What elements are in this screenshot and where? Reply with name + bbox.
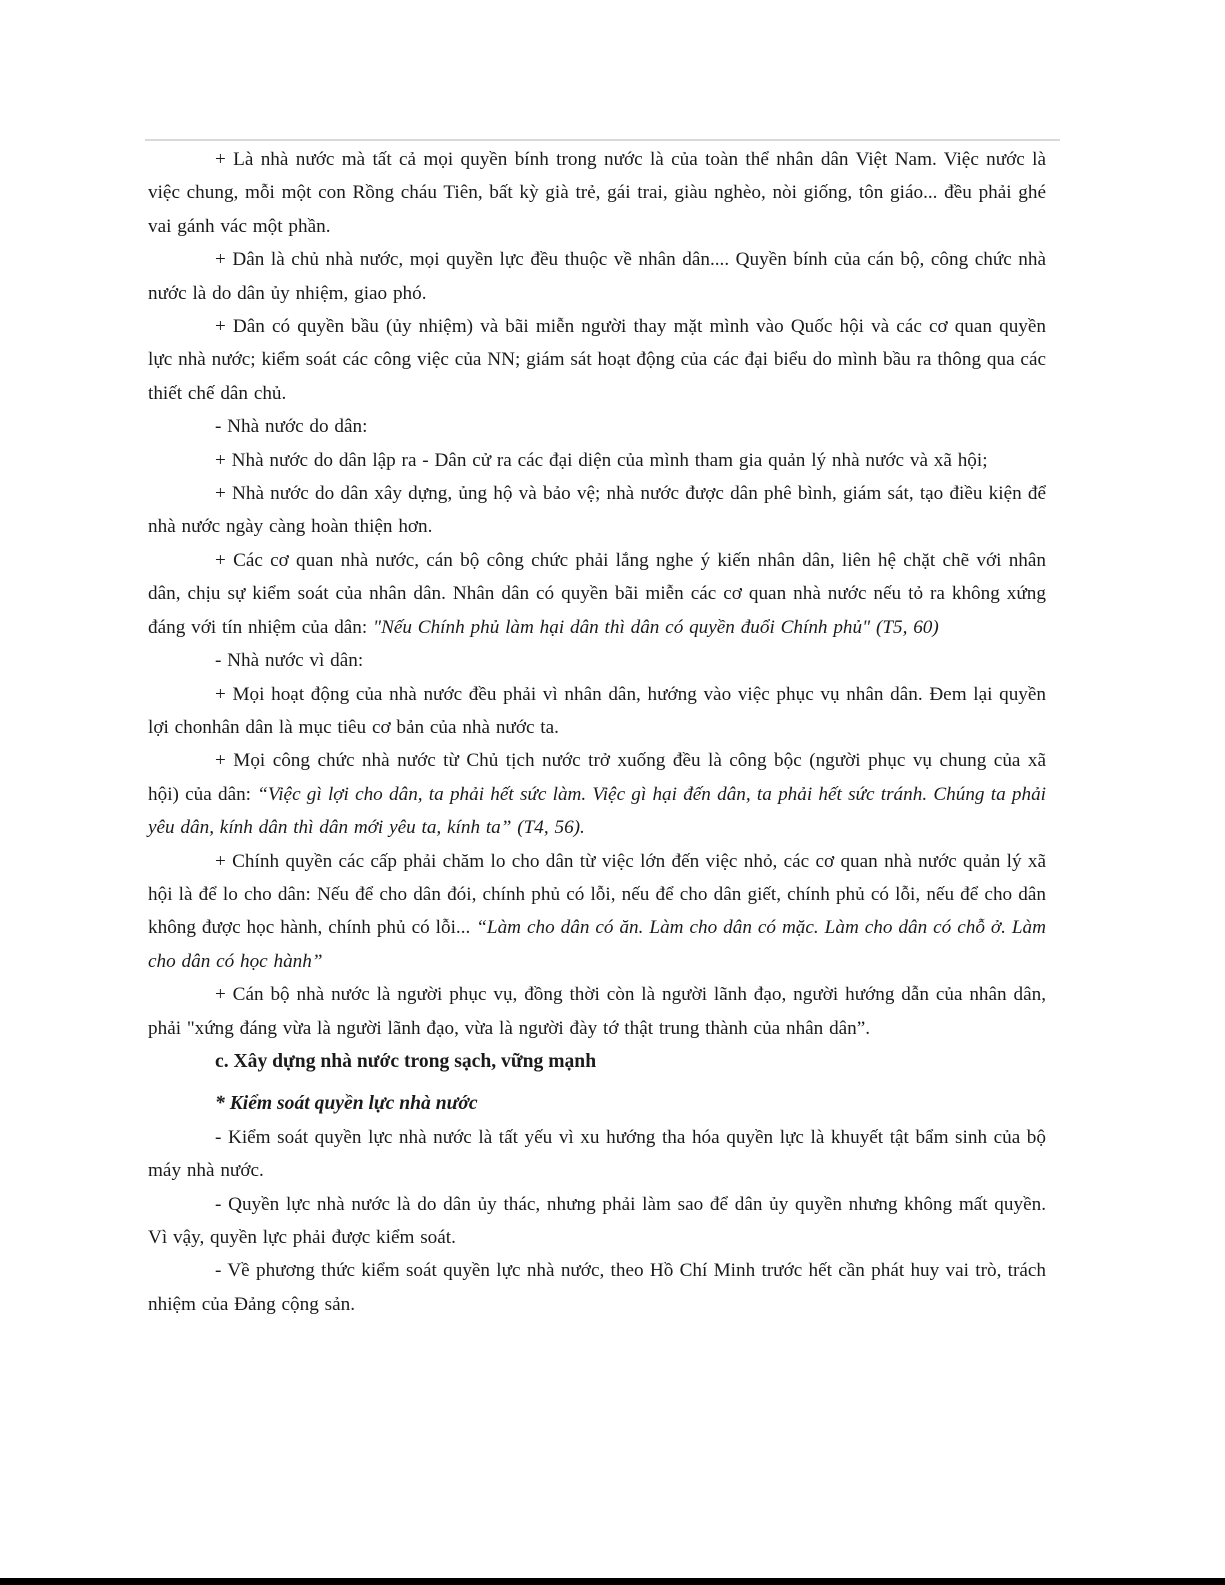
paragraph: + Là nhà nước mà tất cả mọi quyền bính trong nước là của toàn thể nhân dân Việt Nam. Việc nước là việc chung, mỗi một con Rồng cháu Tiên, bất kỳ già trẻ, gái trai, giàu nghèo, nòi giống, tôn giáo... đều phải ghé vai gánh vác một phần. — [148, 149, 1046, 237]
paragraph: + Dân có quyền bầu (ủy nhiệm) và bãi miễn người thay mặt mình vào Quốc hội và các cơ quan quyền lực nhà nước; kiểm soát các công việc của NN; giám sát hoạt động của các đại biểu do mình bầu ra thông qua các thiết chế dân chủ. — [148, 316, 1046, 404]
paragraph: + Chính quyền các cấp phải chăm lo cho dân từ việc lớn đến việc nhỏ, các cơ quan nhà nước quản lý xã hội là để lo cho dân: Nếu để cho dân đói, chính phủ có lỗi, nếu để cho dân giết, chính phủ có lỗi, nếu để cho dân không được học hành, chính phủ có lỗi... “Làm cho dân có ăn. Làm cho dân có mặc. Làm cho dân có chỗ ở. Làm cho dân có học hành” — [148, 850, 1046, 972]
quotation: "Nếu Chính phủ làm hại dân thì dân có quyền đuổi Chính phủ" (T5, 60) — [373, 616, 939, 638]
quotation: “Việc gì lợi cho dân, ta phải hết sức làm. Việc gì hại đến dân, ta phải hết sức tránh. Chúng ta phải yêu dân, kính dân thì dân mới yêu ta, kính ta” (T4, 56). — [148, 783, 1046, 839]
section-heading: c. Xây dựng nhà nước trong sạch, vững mạnh — [215, 1050, 597, 1072]
document-page — [148, 143, 1046, 1321]
paragraph: + Mọi hoạt động của nhà nước đều phải vì nhân dân, hướng vào việc phục vụ nhân dân. Đem lại quyền lợi chonhân dân là mục tiêu cơ bản của nhà nước ta. — [148, 683, 1046, 738]
paragraph: + Mọi công chức nhà nước từ Chủ tịch nước trở xuống đều là công bộc (người phục vụ chung của xã hội) của dân: “Việc gì lợi cho dân, ta phải hết sức làm. Việc gì hại đến dân, ta phải hết sức tránh. Chúng ta phải yêu dân, kính dân thì dân mới yêu ta, kính ta” (T4, 56). — [148, 750, 1046, 839]
section-label-for-people: - Nhà nước vì dân: — [215, 650, 364, 672]
paragraph: + Nhà nước do dân xây dựng, ủng hộ và bảo vệ; nhà nước được dân phê bình, giám sát, tạo điều kiện để nhà nước ngày càng hoàn thiện hơn. — [148, 483, 1046, 538]
paragraph: + Nhà nước do dân lập ra - Dân cử ra các đại diện của mình tham gia quản lý nhà nước và xã hội; — [215, 449, 988, 471]
quotation: “Làm cho dân có ăn. Làm cho dân có mặc. Làm cho dân có chỗ ở. Làm cho dân có học hành” — [148, 917, 1046, 972]
section-label-by-people: - Nhà nước do dân: — [215, 416, 368, 438]
paragraph: + Cán bộ nhà nước là người phục vụ, đồng thời còn là người lãnh đạo, người hướng dẫn của nhân dân, phải "xứng đáng vừa là người lãnh đạo, vừa là người đày tớ thật trung thành của nhân dân”. — [148, 984, 1046, 1039]
paragraph: + Dân là chủ nhà nước, mọi quyền lực đều thuộc về nhân dân.... Quyền bính của cán bộ, công chức nhà nước là do dân ủy nhiệm, giao phó. — [148, 249, 1046, 304]
header-divider — [145, 139, 1060, 141]
footer-bar — [0, 1578, 1225, 1585]
paragraph: - Kiểm soát quyền lực nhà nước là tất yếu vì xu hướng tha hóa quyền lực là khuyết tật bẩm sinh của bộ máy nhà nước. — [148, 1126, 1046, 1182]
paragraph: - Quyền lực nhà nước là do dân ủy thác, nhưng phải làm sao để dân ủy quyền nhưng không mất quyền. Vì vậy, quyền lực phải được kiểm soát. — [148, 1193, 1046, 1248]
paragraph: - Về phương thức kiểm soát quyền lực nhà nước, theo Hồ Chí Minh trước hết cần phát huy vai trò, trách nhiệm của Đảng cộng sản. — [148, 1260, 1046, 1315]
paragraph: + Các cơ quan nhà nước, cán bộ công chức phải lắng nghe ý kiến nhân dân, liên hệ chặt chẽ với nhân dân, chịu sự kiểm soát của nhân dân. Nhân dân có quyền bãi miễn các cơ quan nhà nước nếu tỏ ra không xứng đáng với tín nhiệm của dân: "Nếu Chính phủ làm hại dân thì dân có quyền đuổi Chính phủ" (T5, 60) — [148, 549, 1046, 638]
subsection-heading: * Kiểm soát quyền lực nhà nước — [215, 1093, 478, 1115]
